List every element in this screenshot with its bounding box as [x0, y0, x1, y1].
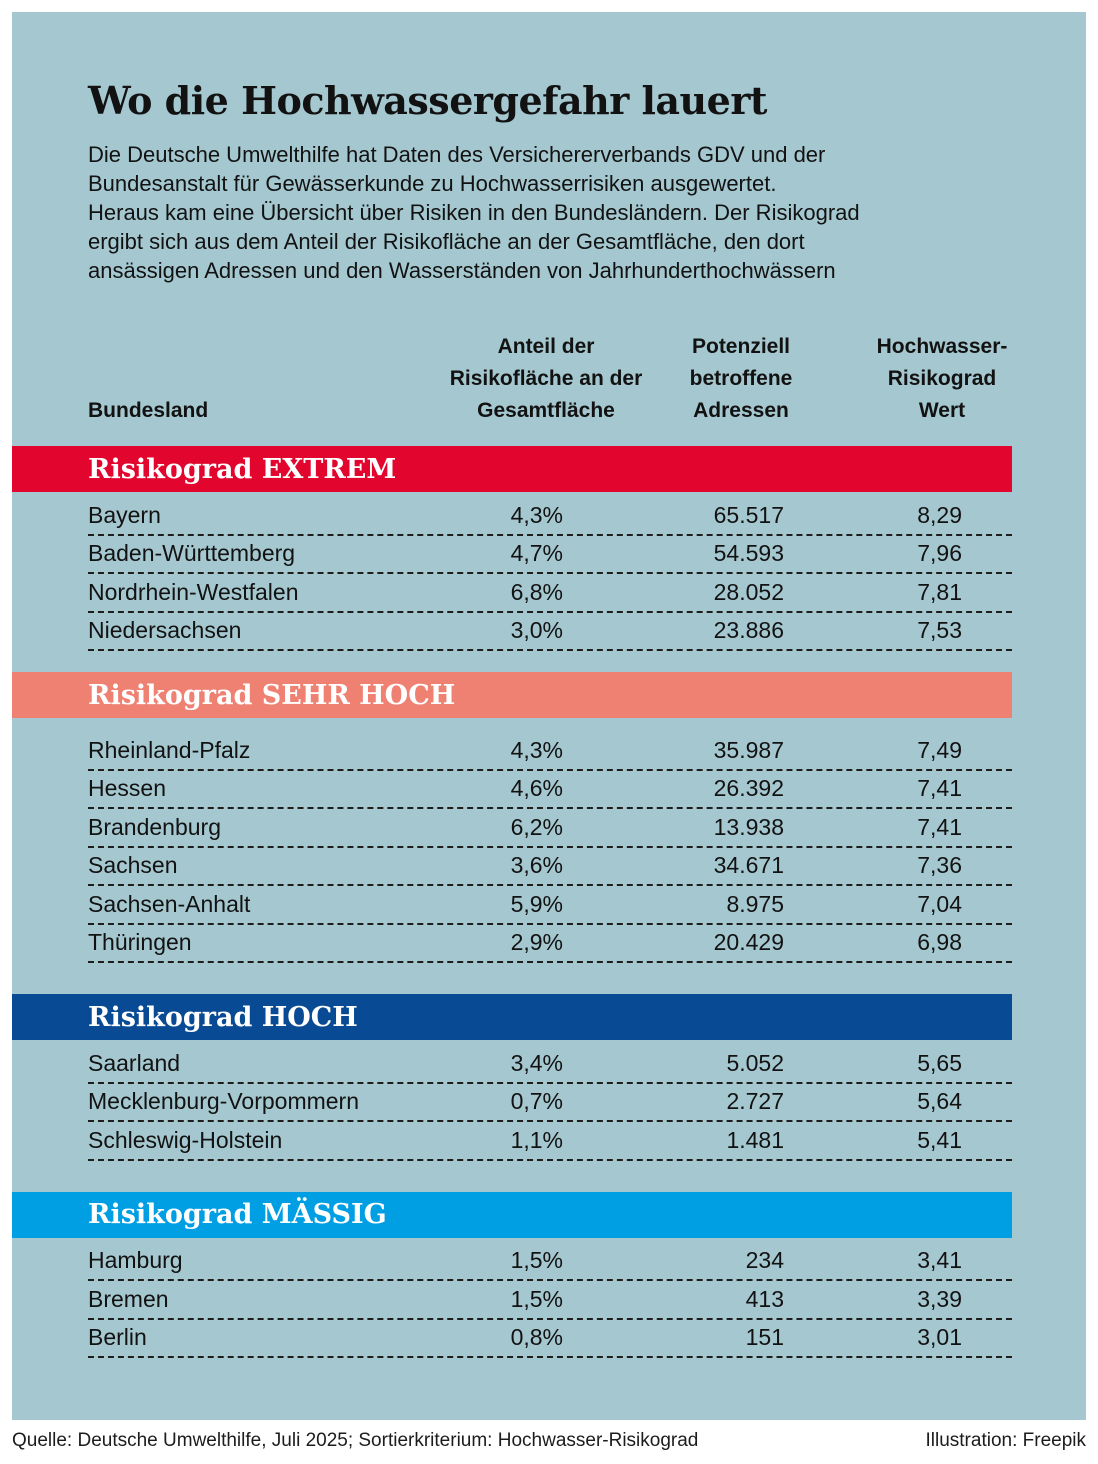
addresses-cell: 5.052 — [726, 1049, 784, 1076]
section-band-extrem — [12, 446, 1012, 492]
table-row — [88, 1281, 1012, 1320]
state-name-cell: Bayern — [88, 501, 161, 528]
score-cell: 6,98 — [917, 929, 962, 956]
state-name-cell: Niedersachsen — [88, 617, 242, 644]
share-cell: 1,1% — [510, 1126, 563, 1153]
section-rows-maessig — [88, 1238, 1012, 1359]
state-name-cell: Sachsen-Anhalt — [88, 890, 251, 917]
footer — [12, 1428, 1086, 1453]
share-cell: 6,8% — [510, 578, 563, 605]
section-band-label: Risikograd SEHR HOCH — [88, 679, 456, 711]
share-cell: 0,7% — [510, 1088, 563, 1115]
addresses-cell: 151 — [745, 1324, 784, 1351]
table-row — [88, 1084, 1012, 1123]
column-header-risikograd-wert — [877, 331, 1008, 427]
table-row — [88, 1122, 1012, 1161]
column-header-line: Potenziell — [691, 335, 791, 358]
state-name-cell: Saarland — [88, 1049, 181, 1076]
column-header-adressen — [690, 331, 793, 427]
addresses-cell: 2.727 — [726, 1088, 784, 1115]
score-cell: 5,65 — [917, 1049, 962, 1076]
table-row — [88, 1320, 1012, 1359]
table-row — [88, 613, 1012, 652]
share-cell: 0,8% — [510, 1324, 563, 1351]
infographic-panel — [12, 12, 1086, 1420]
share-cell: 4,3% — [510, 736, 563, 763]
illustration-credit: Illustration: Freepik — [925, 1430, 1086, 1451]
share-cell: 1,5% — [510, 1285, 563, 1312]
section-rows-hoch — [88, 1040, 1012, 1161]
state-name-cell: Baden-Württemberg — [88, 540, 296, 567]
state-name-cell: Mecklenburg-Vorpommern — [88, 1088, 360, 1115]
score-cell: 5,64 — [917, 1088, 962, 1115]
addresses-cell: 234 — [745, 1247, 784, 1274]
share-cell: 3,0% — [510, 617, 563, 644]
addresses-cell: 13.938 — [713, 813, 784, 840]
share-cell: 4,3% — [510, 501, 563, 528]
state-name-cell: Bremen — [88, 1285, 169, 1312]
addresses-cell: 1.481 — [726, 1126, 784, 1153]
score-cell: 7,81 — [917, 578, 962, 605]
state-name-cell: Nordrhein-Westfalen — [88, 578, 299, 605]
score-cell: 3,39 — [917, 1285, 962, 1312]
table-row — [88, 886, 1012, 925]
source-credit: Quelle: Deutsche Umwelthilfe, Juli 2025; Sortierkriterium: Hochwasser-Risikograd — [12, 1430, 699, 1451]
column-header-line: Adressen — [693, 399, 789, 422]
score-cell: 3,41 — [917, 1247, 962, 1274]
column-header-line: Hochwasser- — [876, 335, 1008, 358]
state-name-cell: Sachsen — [88, 852, 178, 879]
column-headers — [12, 329, 1086, 428]
score-cell: 7,41 — [917, 813, 962, 840]
section-band-maessig — [12, 1192, 1012, 1238]
score-cell: 7,49 — [917, 736, 962, 763]
addresses-cell: 65.517 — [713, 501, 784, 528]
score-cell: 7,04 — [917, 890, 962, 917]
section-band-label: Risikograd MÄSSIG — [88, 1199, 387, 1230]
column-header-line: Gesamtfläche — [477, 399, 615, 422]
addresses-cell: 34.671 — [713, 852, 784, 879]
addresses-cell: 35.987 — [713, 736, 784, 763]
share-cell: 4,6% — [510, 775, 563, 802]
table-row — [88, 536, 1012, 575]
section-band-label: Risikograd EXTREM — [88, 453, 397, 485]
state-name-cell: Brandenburg — [88, 813, 221, 840]
state-name-cell: Hamburg — [88, 1247, 183, 1274]
share-cell: 3,4% — [510, 1049, 563, 1076]
table-row — [88, 732, 1012, 771]
addresses-cell: 28.052 — [713, 578, 784, 605]
column-header-line: betroffene — [689, 367, 793, 390]
share-cell: 4,7% — [510, 540, 563, 567]
share-cell: 1,5% — [510, 1247, 563, 1274]
column-header-line: Wert — [918, 399, 966, 422]
page-title: Wo die Hochwassergefahr lauert — [88, 78, 767, 123]
share-cell: 3,6% — [510, 852, 563, 879]
intro-line: Bundesanstalt für Gewässerkunde zu Hochwasserrisiken ausgewertet. — [88, 171, 777, 196]
state-name-cell: Hessen — [88, 775, 166, 802]
addresses-cell: 20.429 — [713, 929, 784, 956]
state-name-cell: Thüringen — [88, 929, 192, 956]
addresses-cell: 26.392 — [713, 775, 784, 802]
addresses-cell: 413 — [745, 1285, 784, 1312]
column-header-line: Risikograd — [887, 367, 997, 390]
section-rows-extrem — [88, 492, 1012, 651]
column-header-line: Risikofläche an der — [449, 367, 643, 390]
score-cell: 7,36 — [917, 852, 962, 879]
intro-line: Die Deutsche Umwelthilfe hat Daten des Versichererverbands GDV und der — [88, 142, 826, 167]
score-cell: 3,01 — [917, 1324, 962, 1351]
table-row — [88, 497, 1012, 536]
score-cell: 5,41 — [917, 1126, 962, 1153]
state-name-cell: Berlin — [88, 1324, 147, 1351]
state-name-cell: Rheinland-Pfalz — [88, 736, 251, 763]
addresses-cell: 8.975 — [726, 890, 784, 917]
intro-line: ergibt sich aus dem Anteil der Risikofläche an der Gesamtfläche, den dort — [88, 229, 805, 254]
section-band-hoch — [12, 994, 1012, 1040]
intro-paragraph — [88, 140, 1086, 285]
table-row — [88, 574, 1012, 613]
column-header-anteil — [450, 331, 643, 427]
share-cell: 5,9% — [510, 890, 563, 917]
score-cell: 7,53 — [917, 617, 962, 644]
section-rows-sehr-hoch — [88, 718, 1012, 963]
section-band-label: Risikograd HOCH — [88, 1001, 358, 1033]
state-name-cell: Schleswig-Holstein — [88, 1126, 283, 1153]
addresses-cell: 23.886 — [713, 617, 784, 644]
column-header-bundesland: Bundesland — [88, 399, 209, 422]
score-cell: 8,29 — [917, 501, 962, 528]
addresses-cell: 54.593 — [713, 540, 784, 567]
intro-line: ansässigen Adressen und den Wasserständen von Jahrhunderthochwässern — [88, 258, 836, 283]
table-row — [88, 848, 1012, 887]
table-row — [88, 809, 1012, 848]
intro-line: Heraus kam eine Übersicht über Risiken in den Bundesländern. Der Risikograd — [88, 200, 860, 225]
share-cell: 2,9% — [510, 929, 563, 956]
table-row — [88, 771, 1012, 810]
score-cell: 7,96 — [917, 540, 962, 567]
table-row — [88, 925, 1012, 964]
section-band-sehr-hoch — [12, 672, 1012, 718]
score-cell: 7,41 — [917, 775, 962, 802]
column-header-line: Anteil der — [497, 335, 595, 358]
table-row — [88, 1045, 1012, 1084]
table-row — [88, 1243, 1012, 1282]
share-cell: 6,2% — [510, 813, 563, 840]
